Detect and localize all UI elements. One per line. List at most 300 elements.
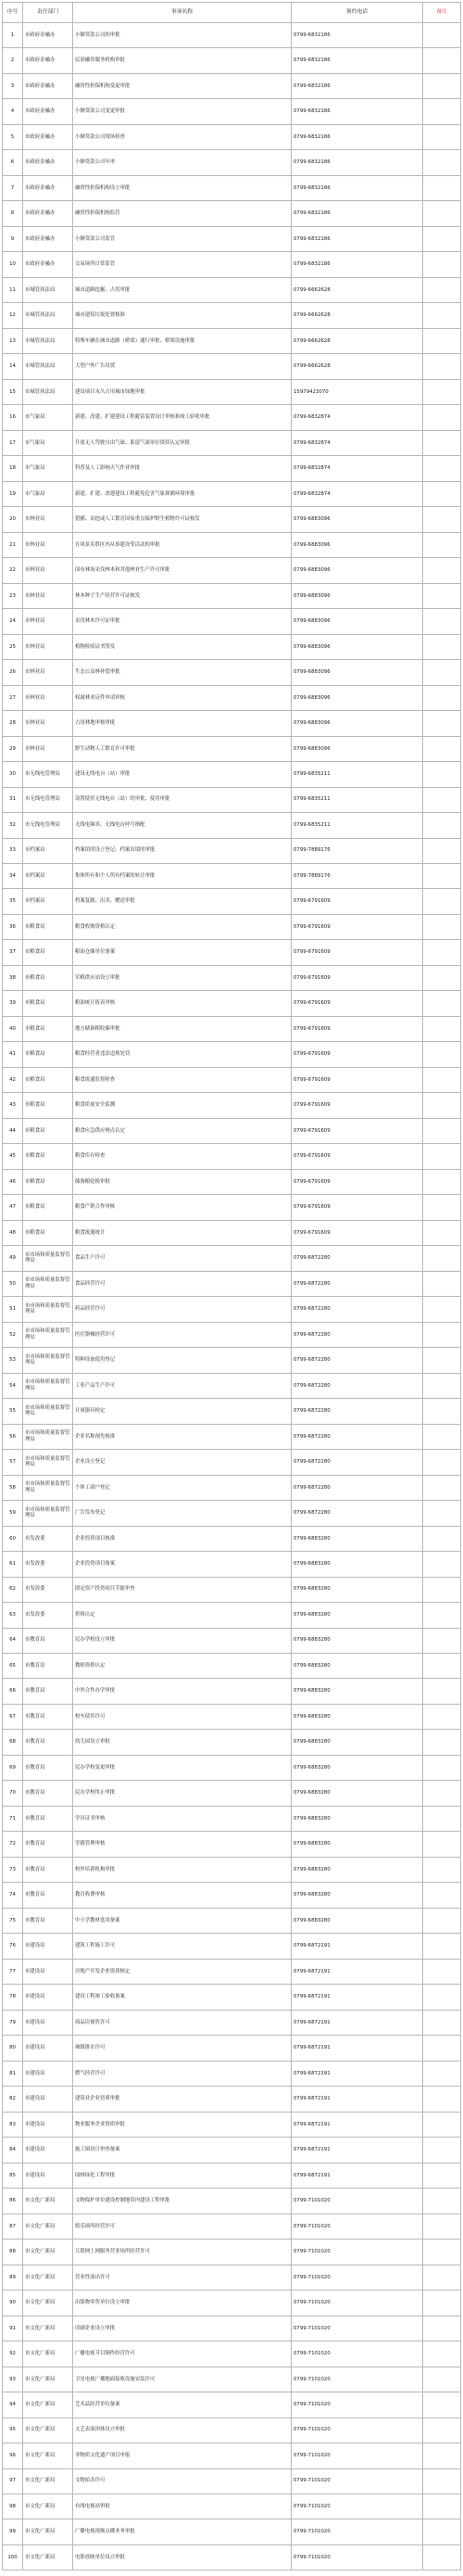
row-department: 市气象局 — [23, 481, 73, 506]
row-index: 50 — [3, 1271, 23, 1296]
row-remark — [423, 1908, 461, 1933]
row-phone: 0799-6791609 — [292, 991, 423, 1016]
row-remark — [423, 1628, 461, 1653]
row-remark — [423, 277, 461, 302]
row-index: 55 — [3, 1399, 23, 1424]
row-index: 75 — [3, 1908, 23, 1933]
row-department: 市教育局 — [23, 1679, 73, 1704]
row-department: 市政府金融办 — [23, 23, 73, 48]
row-remark — [423, 2163, 461, 2188]
table-row — [3, 2494, 461, 2519]
row-remark — [423, 99, 461, 124]
row-department: 市林业局 — [23, 507, 73, 532]
row-phone: 0799-6832186 — [292, 23, 423, 48]
row-item-name: 广播电视节目制作经营许可 — [73, 2341, 292, 2367]
row-department: 市林业局 — [23, 532, 73, 557]
table-row — [3, 328, 461, 353]
row-remark — [423, 1093, 461, 1118]
row-remark — [423, 634, 461, 659]
row-index: 79 — [3, 2010, 23, 2035]
row-department: 市粮食局 — [23, 1195, 73, 1220]
row-department: 市政府金融办 — [23, 150, 73, 175]
row-department: 市教育局 — [23, 1908, 73, 1933]
table-row — [3, 889, 461, 914]
row-remark — [423, 685, 461, 710]
row-remark — [423, 1883, 461, 1908]
row-remark — [423, 2265, 461, 2290]
header-item-name: 事项名称 — [73, 3, 292, 23]
row-phone: 0799-6883280 — [292, 1679, 423, 1704]
table-row — [3, 201, 461, 226]
row-item-name: 建设无线电台（站）审批 — [73, 762, 292, 787]
row-item-name: 生态公益林补偿审批 — [73, 660, 292, 685]
row-remark — [423, 1297, 461, 1322]
row-index: 49 — [3, 1246, 23, 1271]
row-item-name: 特殊车辆在城市道路（桥梁）通行审批、桥梁设施审批 — [73, 328, 292, 353]
row-department: 市市场和质量监督管理局 — [23, 1348, 73, 1373]
table-row — [3, 1373, 461, 1398]
table-row — [3, 1526, 461, 1551]
row-index: 76 — [3, 1934, 23, 1959]
row-remark — [423, 532, 461, 557]
row-remark — [423, 914, 461, 939]
table-row — [3, 430, 461, 455]
row-remark — [423, 507, 461, 532]
row-remark — [423, 2417, 461, 2443]
row-phone: 0799-6791609 — [292, 914, 423, 939]
table-row — [3, 583, 461, 608]
table-row — [3, 1985, 461, 2010]
row-index: 85 — [3, 2163, 23, 2188]
row-index: 35 — [3, 889, 23, 914]
row-phone: 0799-6883096 — [292, 634, 423, 659]
row-department: 市城管执法局 — [23, 277, 73, 302]
row-index: 81 — [3, 2061, 23, 2086]
row-phone: 0799-6883280 — [292, 1857, 423, 1882]
table-row — [3, 914, 461, 939]
row-item-name: 物业服务企业资质审批 — [73, 2112, 292, 2137]
row-department: 市文化广新局 — [23, 2392, 73, 2417]
row-remark — [423, 1220, 461, 1245]
table-row — [3, 1475, 461, 1500]
row-department: 市城管执法局 — [23, 354, 73, 379]
header-remark: 备注 — [423, 3, 461, 23]
table-row — [3, 965, 461, 990]
row-phone: 0799-6791609 — [292, 1195, 423, 1220]
table-row — [3, 124, 461, 149]
row-department: 市气象局 — [23, 430, 73, 455]
row-remark — [423, 1042, 461, 1067]
row-index: 78 — [3, 1985, 23, 2010]
row-item-name: 工业产品生产许可 — [73, 1373, 292, 1398]
row-remark — [423, 1399, 461, 1424]
table-row — [3, 532, 461, 557]
row-phone: 0799-6883096 — [292, 685, 423, 710]
row-department: 市市场和质量监督管理局 — [23, 1501, 73, 1526]
row-department: 市市场和质量监督管理局 — [23, 1246, 73, 1271]
row-department: 市政府金融办 — [23, 48, 73, 73]
row-phone: 0799-6791609 — [292, 1144, 423, 1169]
row-department: 市建设局 — [23, 2061, 73, 2086]
row-remark — [423, 1348, 461, 1373]
row-department: 市文化广新局 — [23, 2290, 73, 2316]
row-item-name: 文物保护单位建设控制地带内建设工程审批 — [73, 2189, 292, 2214]
table-row — [3, 1806, 461, 1831]
row-remark — [423, 2010, 461, 2035]
row-index: 61 — [3, 1552, 23, 1577]
row-remark — [423, 2214, 461, 2239]
row-index: 31 — [3, 787, 23, 812]
row-item-name: 小额贷款公司监管 — [73, 226, 292, 251]
row-phone: 0799-7101020 — [292, 2240, 423, 2265]
row-phone: 0799-6883280 — [292, 1628, 423, 1653]
row-item-name: 固定资产投资项目节能审查 — [73, 1577, 292, 1602]
row-item-name: 小额贷款公司年审 — [73, 150, 292, 175]
row-phone: 0799-7101020 — [292, 2214, 423, 2239]
row-item-name: 粮食流通统计 — [73, 1220, 292, 1245]
row-remark — [423, 940, 461, 965]
row-department: 市教育局 — [23, 1654, 73, 1679]
row-remark — [423, 1424, 461, 1449]
row-phone: 0799-6872280 — [292, 1246, 423, 1271]
row-index: 21 — [3, 532, 23, 557]
row-remark — [423, 1169, 461, 1194]
row-item-name: 特种设备使用登记 — [73, 1348, 292, 1373]
row-phone: 0799-6883280 — [292, 1781, 423, 1806]
row-item-name: 食品经营许可 — [73, 1271, 292, 1296]
row-item-name: 民办学校变更审批 — [73, 1755, 292, 1780]
row-remark — [423, 609, 461, 634]
row-phone: 0799-7101020 — [292, 2544, 423, 2570]
row-phone: 0799-6883096 — [292, 736, 423, 761]
table-row — [3, 787, 461, 812]
row-item-name: 文艺表演团体设立审批 — [73, 2417, 292, 2443]
table-row — [3, 226, 461, 251]
table-row — [3, 609, 461, 634]
table-row — [3, 2290, 461, 2316]
row-department: 市粮食局 — [23, 914, 73, 939]
row-item-name: 无线电频率、无线电台呼号指配 — [73, 813, 292, 838]
row-phone: 0799-6872191 — [292, 1934, 423, 1959]
row-department: 市林业局 — [23, 685, 73, 710]
row-phone: 0799-6872191 — [292, 2061, 423, 2086]
table-row — [3, 1093, 461, 1118]
row-phone: 0799-6791609 — [292, 1067, 423, 1092]
row-item-name: 药品经营许可 — [73, 1297, 292, 1322]
table-row — [3, 1577, 461, 1602]
row-phone: 0799-6872280 — [292, 1450, 423, 1475]
row-item-name: 企业名称预先核准 — [73, 1424, 292, 1449]
row-remark — [423, 1985, 461, 2010]
row-index: 66 — [3, 1679, 23, 1704]
row-index: 63 — [3, 1603, 23, 1628]
table-row — [3, 1908, 461, 1933]
row-index: 68 — [3, 1730, 23, 1755]
row-phone: 0799-6662628 — [292, 277, 423, 302]
table-row — [3, 1628, 461, 1653]
row-index: 29 — [3, 736, 23, 761]
row-index: 100 — [3, 2544, 23, 2570]
row-item-name: 互联网上网服务营业场所经营许可 — [73, 2240, 292, 2265]
row-index: 98 — [3, 2494, 23, 2519]
row-item-name: 采伐林木许可证审批 — [73, 609, 292, 634]
row-department: 市市场和质量监督管理局 — [23, 1399, 73, 1424]
row-phone: 0799-6832186 — [292, 150, 423, 175]
row-department: 市建设局 — [23, 2112, 73, 2137]
row-remark — [423, 1755, 461, 1780]
row-index: 95 — [3, 2417, 23, 2443]
table-row — [3, 2341, 461, 2367]
table-row — [3, 2061, 461, 2086]
row-phone: 0799-6872280 — [292, 1475, 423, 1500]
row-remark — [423, 2468, 461, 2494]
row-item-name: 学籍管理审核 — [73, 1832, 292, 1857]
row-remark — [423, 762, 461, 787]
row-index: 65 — [3, 1654, 23, 1679]
row-remark — [423, 838, 461, 863]
table-row — [3, 2316, 461, 2341]
table-row — [3, 1118, 461, 1143]
row-department: 市发改委 — [23, 1603, 73, 1628]
row-index: 51 — [3, 1297, 23, 1322]
row-department: 市粮食局 — [23, 1093, 73, 1118]
row-phone: 0799-6883096 — [292, 609, 423, 634]
row-phone: 0799-6832874 — [292, 481, 423, 506]
row-index: 15 — [3, 379, 23, 404]
row-phone: 0799-6872280 — [292, 1297, 423, 1322]
row-department: 市政府金融办 — [23, 124, 73, 149]
table-row — [3, 1067, 461, 1092]
row-item-name: 植物检疫证书签发 — [73, 634, 292, 659]
table-row — [3, 2519, 461, 2544]
row-item-name: 集体所有和个人所有档案的转让审批 — [73, 863, 292, 888]
row-department: 市教育局 — [23, 1857, 73, 1882]
row-index: 32 — [3, 813, 23, 838]
row-index: 93 — [3, 2367, 23, 2392]
table-row — [3, 2367, 461, 2392]
row-item-name: 学历证书审核 — [73, 1806, 292, 1831]
table-row — [3, 1450, 461, 1475]
row-remark — [423, 1501, 461, 1526]
row-phone: 0799-6662628 — [292, 328, 423, 353]
row-phone: 0799-6872191 — [292, 2112, 423, 2137]
table-row — [3, 558, 461, 583]
row-remark — [423, 226, 461, 251]
row-item-name: 交易场所日常监管 — [73, 252, 292, 277]
row-phone: 0799-6791609 — [292, 1093, 423, 1118]
table-row — [3, 1883, 461, 1908]
row-phone: 0799-6832186 — [292, 73, 423, 98]
row-phone: 0799-6662628 — [292, 303, 423, 328]
row-item-name: 民办学校设立审批 — [73, 1628, 292, 1653]
row-remark — [423, 1806, 461, 1831]
row-remark — [423, 124, 461, 149]
row-item-name: 非物质文化遗产项目申报 — [73, 2443, 292, 2468]
row-remark — [423, 379, 461, 404]
row-remark — [423, 2112, 461, 2137]
row-department: 市无线电管理局 — [23, 762, 73, 787]
row-item-name: 园林绿化工程审批 — [73, 2163, 292, 2188]
row-phone: 0799-6832186 — [292, 48, 423, 73]
row-index: 96 — [3, 2443, 23, 2468]
row-department: 市城管执法局 — [23, 379, 73, 404]
row-phone: 0799-6662628 — [292, 354, 423, 379]
row-item-name: 电影放映单位设立审批 — [73, 2544, 292, 2570]
table-row — [3, 2087, 461, 2112]
row-phone: 0799-6883280 — [292, 1603, 423, 1628]
table-row — [3, 1297, 461, 1322]
table-row — [3, 277, 461, 302]
row-index: 38 — [3, 965, 23, 990]
row-item-name: 校外培训机构审批 — [73, 1857, 292, 1882]
row-department: 市市场和质量监督管理局 — [23, 1424, 73, 1449]
row-item-name: 施工图设计审查备案 — [73, 2138, 292, 2163]
row-item-name: 融资性担保机构变更审批 — [73, 73, 292, 98]
row-phone: 0799-6883280 — [292, 1577, 423, 1602]
table-row — [3, 175, 461, 200]
row-index: 91 — [3, 2316, 23, 2341]
row-index: 57 — [3, 1450, 23, 1475]
row-remark — [423, 2240, 461, 2265]
row-item-name: 粮食质量安全监测 — [73, 1093, 292, 1118]
row-item-name: 权属林业证件申请审核 — [73, 685, 292, 710]
row-phone: 0799-6883280 — [292, 1755, 423, 1780]
row-remark — [423, 1654, 461, 1679]
table-row — [3, 1959, 461, 1984]
table-row — [3, 99, 461, 124]
table-row — [3, 1322, 461, 1347]
row-item-name: 大型户外广告设置 — [73, 354, 292, 379]
row-index: 1 — [3, 23, 23, 48]
row-index: 77 — [3, 1959, 23, 1984]
row-remark — [423, 813, 461, 838]
table-row — [3, 456, 461, 481]
row-item-name: 在风景名胜区内从事建设等活动的审批 — [73, 532, 292, 557]
row-item-name: 商品房预售许可 — [73, 2010, 292, 2035]
row-index: 46 — [3, 1169, 23, 1194]
row-remark — [423, 2544, 461, 2570]
row-index: 67 — [3, 1704, 23, 1729]
row-remark — [423, 2316, 461, 2341]
row-department: 市林业局 — [23, 583, 73, 608]
row-index: 45 — [3, 1144, 23, 1169]
row-phone: 0799-6832874 — [292, 456, 423, 481]
row-index: 53 — [3, 1348, 23, 1373]
table-row — [3, 1144, 461, 1169]
row-item-name: 粮食应急供应网点认定 — [73, 1118, 292, 1143]
row-index: 2 — [3, 48, 23, 73]
row-phone: 0799-6883096 — [292, 711, 423, 736]
row-index: 84 — [3, 2138, 23, 2163]
row-department: 市林业局 — [23, 711, 73, 736]
row-index: 14 — [3, 354, 23, 379]
row-index: 39 — [3, 991, 23, 1016]
table-row — [3, 991, 461, 1016]
row-remark — [423, 660, 461, 685]
row-remark — [423, 175, 461, 200]
row-department: 市教育局 — [23, 1704, 73, 1729]
row-phone: 0799-6872280 — [292, 1322, 423, 1347]
table-row — [3, 2544, 461, 2570]
row-department: 市教育局 — [23, 1781, 73, 1806]
row-index: 97 — [3, 2468, 23, 2494]
row-phone: 0799-6872280 — [292, 1271, 423, 1296]
row-remark — [423, 1552, 461, 1577]
row-phone: 0799-6835211 — [292, 787, 423, 812]
row-department: 市粮食局 — [23, 1144, 73, 1169]
row-index: 26 — [3, 660, 23, 685]
row-department: 市建设局 — [23, 2138, 73, 2163]
row-remark — [423, 2392, 461, 2417]
row-department: 市政府金融办 — [23, 201, 73, 226]
row-department: 市粮食局 — [23, 940, 73, 965]
row-phone: 0799-7101020 — [292, 2392, 423, 2417]
row-department: 市林业局 — [23, 634, 73, 659]
row-remark — [423, 2367, 461, 2392]
row-index: 58 — [3, 1475, 23, 1500]
row-item-name: 有线电视站审批 — [73, 2494, 292, 2519]
row-department: 市文化广新局 — [23, 2494, 73, 2519]
row-remark — [423, 889, 461, 914]
table-row — [3, 2443, 461, 2468]
row-index: 6 — [3, 150, 23, 175]
row-remark — [423, 2061, 461, 2086]
row-department: 市粮食局 — [23, 1169, 73, 1194]
table-row — [3, 1755, 461, 1780]
row-department: 市粮食局 — [23, 1067, 73, 1092]
row-department: 市文化广新局 — [23, 2265, 73, 2290]
table-row — [3, 303, 461, 328]
row-department: 市林业局 — [23, 558, 73, 583]
row-remark — [423, 1067, 461, 1092]
row-index: 13 — [3, 328, 23, 353]
row-item-name: 燃气经营许可 — [73, 2061, 292, 2086]
row-index: 5 — [3, 124, 23, 149]
row-phone: 0799-6791609 — [292, 965, 423, 990]
row-phone: 0799-6883096 — [292, 583, 423, 608]
row-index: 10 — [3, 252, 23, 277]
row-remark — [423, 991, 461, 1016]
table-row — [3, 1271, 461, 1296]
table-row — [3, 1220, 461, 1245]
row-department: 市粮食局 — [23, 1042, 73, 1067]
row-remark — [423, 2341, 461, 2367]
row-item-name: 占用林地审核审批 — [73, 711, 292, 736]
row-remark — [423, 23, 461, 48]
table-row — [3, 2214, 461, 2239]
row-remark — [423, 736, 461, 761]
table-row — [3, 1654, 461, 1679]
row-remark — [423, 1450, 461, 1475]
row-index: 89 — [3, 2265, 23, 2290]
table-row — [3, 23, 461, 48]
table-row — [3, 1016, 461, 1041]
row-item-name: 中小学教材选用备案 — [73, 1908, 292, 1933]
row-item-name: 野生动物人工繁育许可审批 — [73, 736, 292, 761]
table-row — [3, 2417, 461, 2443]
row-index: 80 — [3, 2036, 23, 2061]
header-row — [3, 3, 461, 23]
row-phone: 0799-6791609 — [292, 889, 423, 914]
row-index: 86 — [3, 2189, 23, 2214]
row-item-name: 广告发布登记 — [73, 1501, 292, 1526]
row-department: 市建设局 — [23, 2087, 73, 2112]
row-index: 41 — [3, 1042, 23, 1067]
row-index: 56 — [3, 1424, 23, 1449]
table-row — [3, 863, 461, 888]
row-remark — [423, 1832, 461, 1857]
row-index: 24 — [3, 609, 23, 634]
